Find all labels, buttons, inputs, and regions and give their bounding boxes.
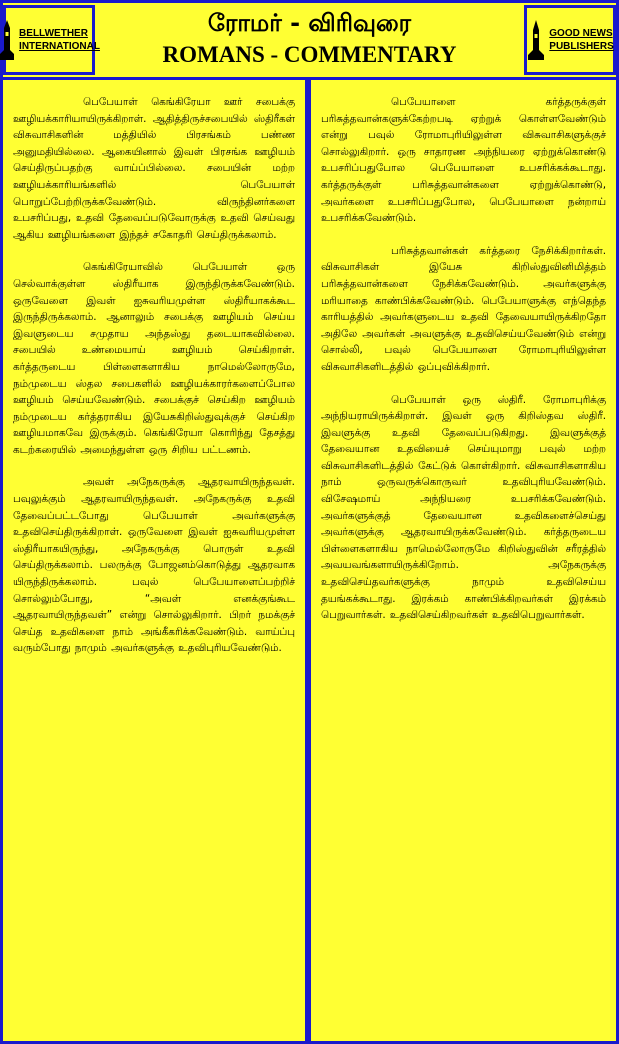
bellwether-logo [3, 5, 100, 75]
left-paragraph-3: அவள் அநேகருக்கு ஆதரவாயிருந்தவள். பவுலுக்கும் ஆதரவாயிருந்தவள். அநேகருக்கு உதவி தேவைப்பட்டபோது பெபேயாள் அவர்களுக்கு உதவிசெய்திருக்கிறாள். ஒருவேளை இவள் ஐசுவரியமுள்ள ஸ்திரீயாகயிருந்து, அநேகருக்கு பொருள் உதவி செய்திருக்கலாம். பலருக்கு போஜனம்கொடுத்து ஆதரவாக யிருந்திருக்கலாம். பவுல் பெபேயாளைப்பற்றிச் சொல்லும்போது, “அவள் எனக்குங்கூட ஆதரவாயிருந்தவள்” என்று சொல்லுகிறார். பிறர் நமக்குச் செய்த உதவிகளை நாம் அங்கீகரிக்கவேண்டும். வாய்ப்பு வரும்போது நாமும் அவர்களுக்கு உதவிபுரியவேண்டும். [13, 476, 295, 655]
right-logo-line-2: PUBLISHERS [549, 41, 614, 52]
left-logo-line-1: BELLWETHER [19, 28, 88, 39]
page-title-english: ROMANS - COMMENTARY [162, 42, 457, 67]
right-paragraph-1: பெபேயாளை கர்த்தருக்குள் பரிசுத்தவான்களுக்கேற்றபடி ஏற்றுக் கொள்ளவேண்டும் என்று பவுல் ரோமாபுரியிலுள்ள விசுவாசிகளுக்குச் சொல்லுகிறார். ஒரு சாதாரண அந்நியரை ஏற்றுக்கொண்டு உபசரிப்பதுபோல பெபேயாளை உபசரிக்கக்கூடாது. கர்த்தருக்குள் பரிசுத்தவான்களை ஏற்றுக்கொண்டு, அவர்களை உபசரிப்பதுபோல, பெபேயாளை நன்றாய் உபசரிக்கவேண்டும். [321, 96, 606, 225]
right-column [308, 80, 616, 1044]
tower-icon [0, 20, 16, 60]
page-title-tamil: ரோமர் - விரிவுரை [207, 9, 412, 37]
left-paragraph-2: கெங்கிரேயாவில் பெபேயாள் ஒரு செல்வாக்குள்ள ஸ்திரீயாக இருந்திருக்கவேண்டும். ஒருவேளை இவள் ஐசுவரியமுள்ள ஸ்திரீயாகக்கூட இருந்திருக்கலாம். ஆனாலும் சபைக்கு ஊழியம் செய்ய இவளுடைய சமுதாய அந்தஸ்து தடையாகவில்லை. சபையில் உண்மையாய் ஊழியம் செய்கிறாள். கர்த்தருடைய பிள்ளைகளாகிய நாமெல்லோருமே, நம்முடைய ஸ்தல சபைகளில் ஊழியக்காரர்களைப்போல ஊழியம் செய்யவேண்டும். சபைக்குச் செய்கிற ஊழியம் நம்முடைய கர்த்தராகிய இயேசுகிறிஸ்துவுக்குச் செய்கிற ஊழியமாகவே இருக்கும். கெங்கிரேயா கொரிந்து தேசத்து கடற்கரையில் அமைந்துள்ள ஒரு சிறிய பட்டணம். [13, 261, 295, 456]
left-logo-line-2: INTERNATIONAL [19, 41, 100, 52]
right-paragraph-2: பரிசுத்தவான்கள் கர்த்தரை நேசிக்கிறார்கள். விசுவாசிகள் இயேசு கிறிஸ்துவினிமித்தம் பரிசுத்தவான்களை நேசிக்கவேண்டும். அவர்களுக்கு மரியாதை காண்பிக்கவேண்டும். பெபேயாளுக்கு எந்தெந்த காரியத்தில் அவர்களுடைய உதவி தேவையாயிருக்கிறதோ அதிலே அவர்கள் அவளுக்கு உதவிசெய்யவேண்டும் என்று சொல்லி, பவுல் பெபேயாளை ரோமாபுரியிலுள்ள விசுவாசிகளிடத்தில் ஒப்புவிக்கிறார். [321, 244, 606, 373]
tower-icon [526, 20, 546, 60]
good-news-logo [524, 5, 616, 75]
header [3, 3, 616, 77]
right-paragraph-3: பெபேயாள் ஒரு ஸ்திரீ. ரோமாபுரிக்கு அந்நியராயிருக்கிறாள். இவள் ஒரு கிறிஸ்தவ ஸ்திரீ. இவளுக்கு உதவி தேவைப்படுகிறது. இவளுக்குத் தேவையான உதவியைச் செய்யுமாறு பவுல் மற்ற விசுவாசிகளிடத்தில் கேட்டுக் கொள்கிறார். விசுவாசிகளாகிய நாம் ஒருவருக்கொருவர் உதவிபுரியவேண்டும். விசேஷமாய் அந்நியரை உபசரிக்கவேண்டும். அவர்களுக்குத் தேவையான உதவிகளைச்செய்து அவர்களுக்கு ஆதரவாயிருக்கவேண்டும். கர்த்தருடைய பிள்ளைகளாகிய நாமெல்லோருமே கிறிஸ்துவின் சரீரத்தில் அவயவங்களாயிருக்கிறோம். அநேகருக்கு உதவிசெய்தவர்களுக்கு நாமும் உதவிசெய்ய தயங்கக்கூடாது. இரக்கம் காண்பிக்கிறவர்கள் இரக்கம் பெறுவார்கள். உதவிசெய்கிறவர்கள் உதவிபெறுவார்கள். [321, 393, 606, 622]
title-block [99, 3, 520, 77]
right-logo-line-1: GOOD NEWS [549, 28, 613, 39]
left-paragraph-1: பெபேயாள் கெங்கிரேயா ஊர் சபைக்கு ஊழியக்காரியாயிருக்கிறாள். ஆதித்திருச்சபையில் ஸ்திரீகள் விசுவாசிகளின் மத்தியில் பிரசங்கம் பண்ண அனுமதியில்லை. ஆகையினால் இவள் பிரசங்க ஊழியம் செய்திருப்பதற்கு வாய்ப்பில்லை. சபையின் மற்ற ஊழியக்காரியங்களில் பெபேயாள் பொறுப்பேற்றிருக்கவேண்டும். விருந்தினர்களை உபசரிப்பது, உதவி தேவைப்படுவோருக்கு உதவி செய்வது ஆகிய ஊழியங்களை இந்தச் சகோதரி செய்திருக்கலாம். [13, 96, 295, 241]
left-column [3, 80, 308, 1044]
